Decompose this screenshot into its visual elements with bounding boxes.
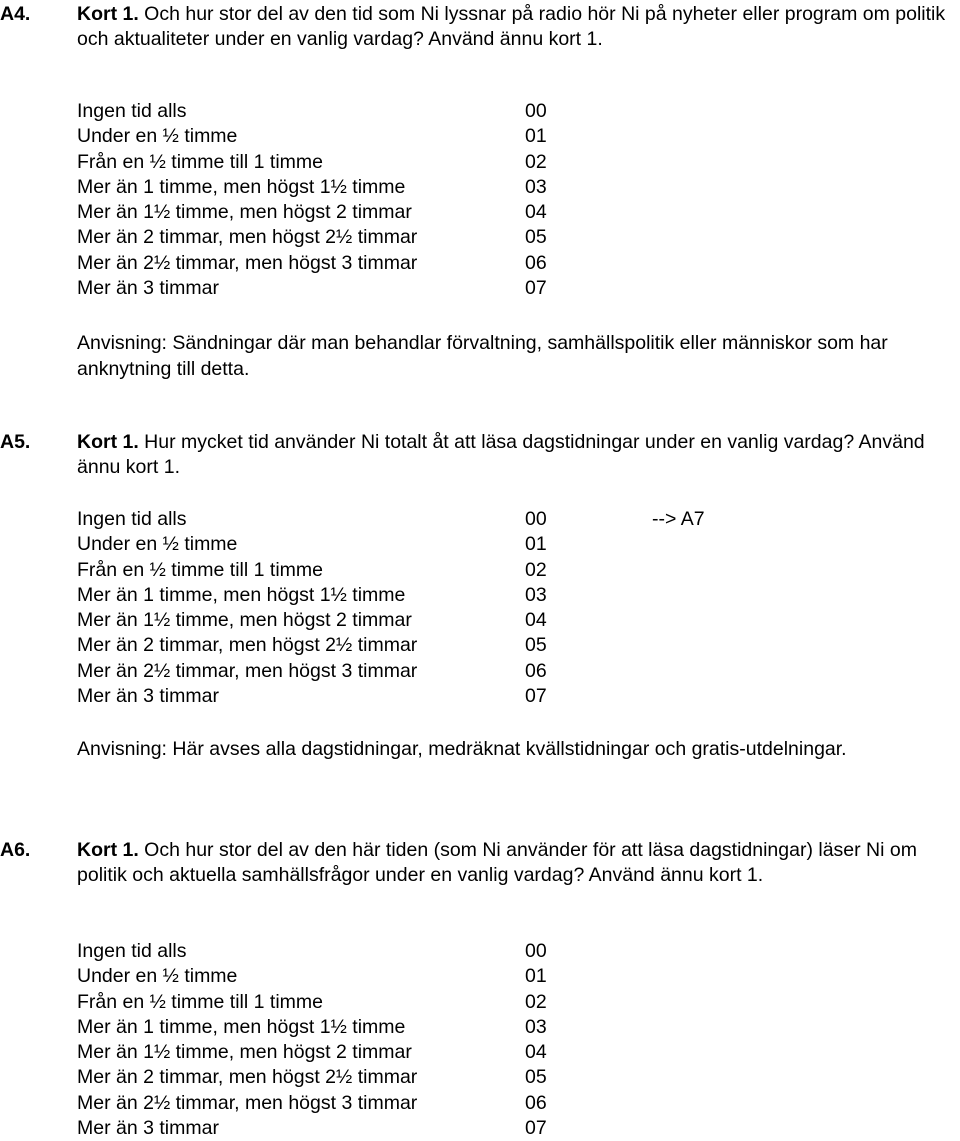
answer-option (77, 659, 777, 684)
answer-option (77, 990, 777, 1015)
answer-option (77, 507, 777, 532)
question-text (77, 430, 959, 480)
answer-option (77, 124, 777, 149)
option-label: Mer än 2 timmar, men högst 2½ timmar (77, 226, 418, 249)
answer-option (77, 558, 777, 583)
card-reference: Kort 1. (77, 431, 139, 453)
option-code: 03 (525, 1015, 547, 1038)
question-number: A6. (0, 839, 31, 861)
option-code: 01 (525, 533, 547, 556)
option-code: 04 (525, 201, 547, 224)
option-label: Mer än 3 timmar (77, 277, 219, 300)
card-reference: Kort 1. (77, 839, 139, 861)
answer-option (77, 608, 777, 633)
answer-options (77, 939, 777, 1141)
option-label: Ingen tid alls (77, 940, 187, 962)
question-text (77, 2, 959, 52)
answer-option (77, 200, 777, 225)
option-code: 05 (525, 1066, 547, 1089)
option-code: 00 (525, 508, 547, 530)
question-body: Och hur stor del av den här tiden (som Ni använder för att läsa dagstidningar) läser Ni om politik och aktuella samhällsfrågor under en vanlig vardag? Använd ännu kort 1. (77, 839, 917, 886)
option-code: 03 (525, 175, 547, 198)
option-label: Under en ½ timme (77, 965, 238, 988)
instruction-note: Anvisning: Här avses alla dagstidningar, medräknat kvällstidningar och gratis-utdelningar. (77, 738, 847, 760)
option-label: Mer än 1 timme, men högst 1½ timme (77, 175, 406, 198)
answer-option (77, 99, 777, 124)
answer-option (77, 684, 777, 709)
option-label: Mer än 1½ timme, men högst 2 timmar (77, 609, 412, 632)
answer-option (77, 1015, 777, 1040)
option-code: 00 (525, 100, 547, 122)
question-number: A4. (0, 3, 31, 25)
option-label: Mer än 1 timme, men högst 1½ timme (77, 1015, 406, 1038)
option-code: 06 (525, 1091, 547, 1114)
question-a6 (0, 836, 960, 1141)
answer-option (77, 1065, 777, 1090)
option-label: Mer än 2 timmar, men högst 2½ timmar (77, 634, 418, 657)
question-a4 (0, 0, 960, 400)
answer-option (77, 1116, 777, 1141)
option-code: 00 (525, 940, 547, 962)
option-code: 02 (525, 150, 547, 173)
question-a5 (0, 428, 960, 808)
option-label: Mer än 2½ timmar, men högst 3 timmar (77, 659, 418, 682)
option-label: Mer än 1 timme, men högst 1½ timme (77, 583, 406, 606)
answer-option (77, 964, 777, 989)
question-body: Och hur stor del av den tid som Ni lyssnar på radio hör Ni på nyheter eller program om politik och aktualiteter under en vanlig vardag? Använd ännu kort 1. (77, 3, 946, 50)
answer-options (77, 507, 777, 709)
option-label: Ingen tid alls (77, 100, 187, 122)
option-code: 07 (525, 277, 547, 300)
answer-option (77, 276, 777, 301)
question-body: Hur mycket tid använder Ni totalt åt att läsa dagstidningar under en vanlig vardag? Använd ännu kort 1. (77, 431, 925, 478)
question-number: A5. (0, 431, 31, 453)
option-code: 05 (525, 634, 547, 657)
option-code: 07 (525, 685, 547, 708)
option-code: 04 (525, 1041, 547, 1064)
option-label: Under en ½ timme (77, 533, 238, 556)
option-code: 05 (525, 226, 547, 249)
option-label: Ingen tid alls (77, 508, 187, 530)
answer-option (77, 532, 777, 557)
option-label: Mer än 1½ timme, men högst 2 timmar (77, 1041, 412, 1064)
option-label: Under en ½ timme (77, 125, 238, 148)
option-label: Från en ½ timme till 1 timme (77, 990, 323, 1013)
answer-option (77, 633, 777, 658)
option-code: 02 (525, 558, 547, 581)
answer-option (77, 225, 777, 250)
option-code: 02 (525, 990, 547, 1013)
answer-option (77, 175, 777, 200)
option-label: Mer än 2½ timmar, men högst 3 timmar (77, 1091, 418, 1114)
skip-instruction: --> A7 (652, 508, 705, 530)
option-label: Mer än 3 timmar (77, 685, 219, 708)
answer-options (77, 99, 777, 301)
option-label: Mer än 2 timmar, men högst 2½ timmar (77, 1066, 418, 1089)
question-text (77, 838, 959, 888)
card-reference: Kort 1. (77, 3, 139, 25)
option-label: Mer än 3 timmar (77, 1117, 219, 1140)
answer-option (77, 1091, 777, 1116)
option-label: Mer än 1½ timme, men högst 2 timmar (77, 201, 412, 224)
option-label: Från en ½ timme till 1 timme (77, 150, 323, 173)
option-label: Mer än 2½ timmar, men högst 3 timmar (77, 251, 418, 274)
instruction-note: Anvisning: Sändningar där man behandlar förvaltning, samhällspolitik eller människor som har anknytning till detta. (77, 332, 888, 380)
answer-option (77, 251, 777, 276)
answer-option (77, 1040, 777, 1065)
answer-option (77, 939, 777, 964)
answer-option (77, 583, 777, 608)
option-code: 06 (525, 659, 547, 682)
option-code: 06 (525, 251, 547, 274)
option-code: 04 (525, 609, 547, 632)
option-code: 03 (525, 583, 547, 606)
answer-option (77, 150, 777, 175)
option-code: 01 (525, 125, 547, 148)
option-code: 07 (525, 1117, 547, 1140)
option-code: 01 (525, 965, 547, 988)
option-label: Från en ½ timme till 1 timme (77, 558, 323, 581)
